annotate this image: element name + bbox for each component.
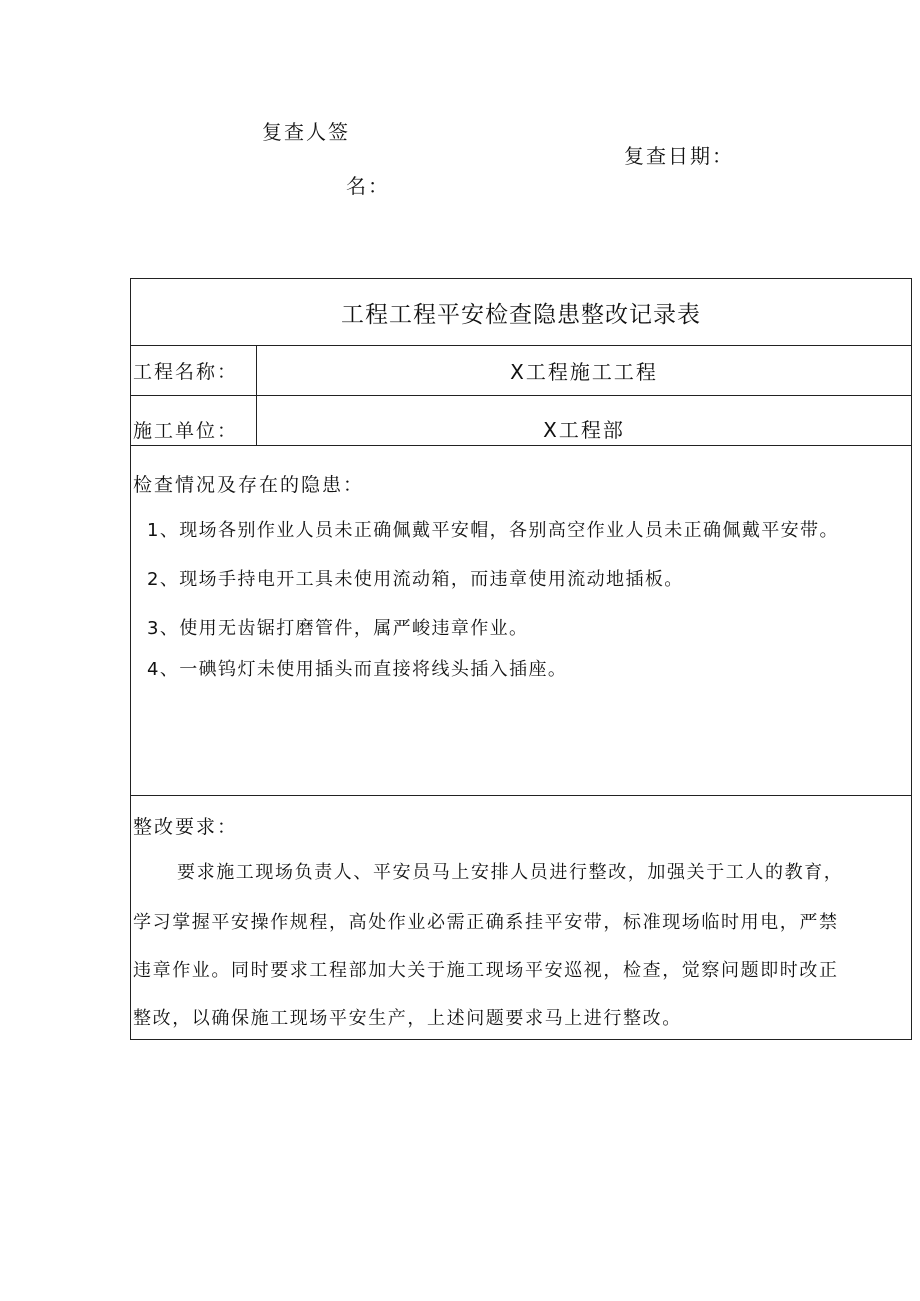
issues-heading: 检查情况及存在的隐患： — [133, 474, 365, 496]
reviewer-signature-label: 复查人签 — [262, 120, 350, 144]
project-name-label: 工程名称： — [131, 346, 257, 395]
rectification-heading: 整改要求： — [133, 816, 239, 838]
construction-unit-value: X工程部 — [543, 418, 625, 442]
issue-item: 3、使用无齿锯打磨管件，属严峻违章作业。 — [147, 618, 529, 639]
issue-item: 1、现场各别作业人员未正确佩戴平安帽，各别高空作业人员未正确佩戴平安带。 — [147, 520, 839, 541]
rectification-requirements-section — [131, 796, 911, 1039]
project-name-value: X工程施工工程 — [510, 360, 658, 384]
inspection-issues-section — [131, 446, 911, 796]
review-date-label: 复查日期： — [624, 144, 734, 168]
table-title: 工程工程平安检查隐患整改记录表 — [131, 279, 911, 346]
rectification-text-line: 违章作业。同时要求工程部加大关于施工现场平安巡视，检查，觉察问题即时改正 — [133, 960, 839, 981]
rectification-text-line: 整改，以确保施工现场平安生产，上述问题要求马上进行整改。 — [133, 1008, 682, 1029]
construction-unit-row — [131, 396, 911, 446]
issue-item: 2、现场手持电开工具未使用流动箱，而违章使用流动地插板。 — [147, 569, 684, 590]
rectification-record-table — [130, 278, 912, 1040]
rectification-text-line: 学习掌握平安操作规程，高处作业必需正确系挂平安带，标准现场临时用电，严禁 — [133, 912, 839, 933]
rectification-text-line: 要求施工现场负责人、平安员马上安排人员进行整改，加强关于工人的教育， — [177, 862, 844, 883]
issue-item: 4、一碘钨灯未使用插头而直接将线头插入插座。 — [147, 659, 568, 680]
reviewer-signature-label-cont: 名： — [346, 174, 390, 198]
construction-unit-label: 施工单位： — [131, 396, 257, 445]
project-name-row — [131, 346, 911, 396]
